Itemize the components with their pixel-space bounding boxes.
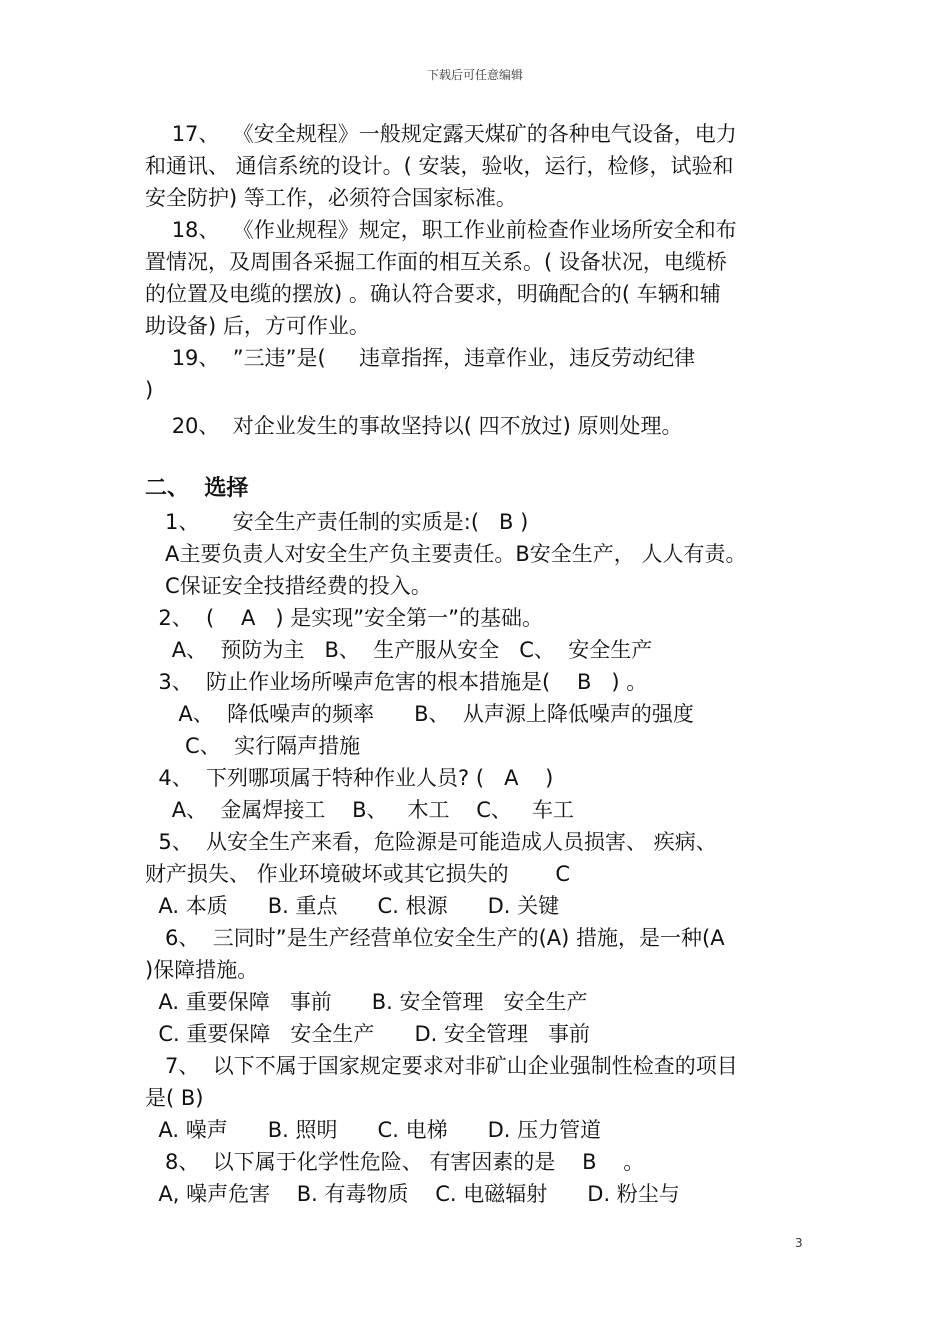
text-line: 19、 ”三违”是( 违章指挥，违章作业，违反劳动纪律 xyxy=(145,346,696,370)
choice-section xyxy=(145,472,810,1210)
document-body xyxy=(145,118,810,1210)
question-line: 6、 三同时”是生产经营单位安全生产的(A) 措施，是一种(A xyxy=(145,926,725,950)
question-line: 4、 下列哪项属于特种作业人员? ( A ) xyxy=(145,766,554,790)
text-line: 助设备) 后，方可作业。 xyxy=(145,314,370,338)
text-line: ) xyxy=(145,378,154,402)
question-line: 3、 防止作业场所噪声危害的根本措施是( B ) 。 xyxy=(145,670,648,694)
question-line: 5、 从安全生产来看，危险源是可能造成人员损害、 疾病、 xyxy=(145,830,717,854)
text-line: 17、 《安全规程》一般规定露天煤矿的各种电气设备，电力 xyxy=(145,122,737,146)
fill-in-section xyxy=(145,118,810,442)
question-line: 7、 以下不属于国家规定要求对非矿山企业强制性检查的项目 xyxy=(145,1054,738,1078)
question-line: 8、 以下属于化学性危险、 有害因素的是 B 。 xyxy=(145,1150,645,1174)
text-line: 安全防护) 等工作，必须符合国家标准。 xyxy=(145,186,517,210)
option-line: A主要负责人对安全生产负主要责任。B安全生产， 人人有责。 xyxy=(145,542,747,566)
option-line: C、 实行隔声措施 xyxy=(145,734,361,758)
option-line: A. 重要保障 事前 B. 安全管理 安全生产 xyxy=(145,990,588,1014)
question-line: 是( B) xyxy=(145,1086,204,1110)
option-line: A. 噪声 B. 照明 C. 电梯 D. 压力管道 xyxy=(145,1118,602,1142)
option-line: A. 本质 B. 重点 C. 根源 D. 关键 xyxy=(145,894,560,918)
text-line: 置情况，及周围各采掘工作面的相互关系。( 设备状况，电缆桥 xyxy=(145,250,727,274)
question-line: 1、 安全生产责任制的实质是:( B ) xyxy=(145,510,529,534)
question-line: )保障措施。 xyxy=(145,958,259,982)
text-line: 的位置及电缆的摆放) 。确认符合要求，明确配合的( 车辆和辅 xyxy=(145,282,721,306)
option-line: A、 降低噪声的频率 B、 从声源上降低噪声的强度 xyxy=(145,702,694,726)
text-line: 20、 对企业发生的事故坚持以( 四不放过) 原则处理。 xyxy=(145,414,683,438)
option-line: A、 金属焊接工 B、 木工 C、 车工 xyxy=(145,798,574,822)
question-line: 2、 ( A ) 是实现”安全第一”的基础。 xyxy=(145,606,543,630)
page-number: 3 xyxy=(795,1236,803,1250)
text-line: 和通讯、 通信系统的设计。( 安装，验收，运行，检修，试验和 xyxy=(145,154,734,178)
option-line: A、 预防为主 B、 生产服从安全 C、 安全生产 xyxy=(145,638,653,662)
section-title: 二、 选择 xyxy=(145,476,249,501)
page-header: 下载后可任意编辑 xyxy=(426,68,523,82)
question-line: 财产损失、 作业环境破坏或其它损失的 C xyxy=(145,862,571,886)
option-line: C保证安全技措经费的投入。 xyxy=(145,574,432,598)
option-line: C. 重要保障 安全生产 D. 安全管理 事前 xyxy=(145,1022,590,1046)
option-line: A, 噪声危害 B. 有毒物质 C. 电磁辐射 D. 粉尘与 xyxy=(145,1182,680,1206)
text-line: 18、 《作业规程》规定，职工作业前检查作业场所安全和布 xyxy=(145,218,737,242)
